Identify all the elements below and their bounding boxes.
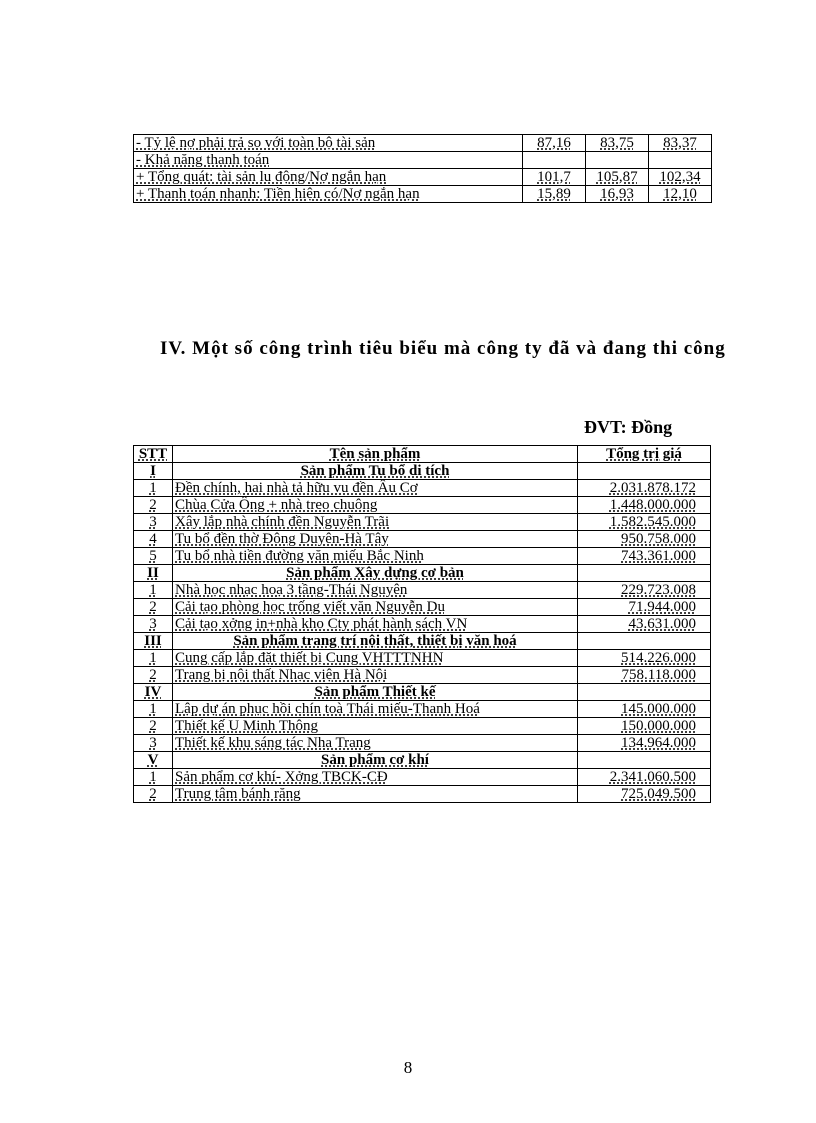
row-total-value: 134.964.000 <box>578 735 711 752</box>
row-total-value: 758.118.000 <box>578 667 711 684</box>
group-row <box>134 565 711 582</box>
row-product-name: Sản phẩm Tu bổ di tích <box>173 463 578 480</box>
row-total-value: 514.226.000 <box>578 650 711 667</box>
page-number: 8 <box>403 1058 413 1077</box>
row-stt: 1 <box>134 650 173 667</box>
ratio-value-1: 101,7 <box>523 169 586 186</box>
financial-ratio-table <box>133 134 712 203</box>
row-stt: 2 <box>134 497 173 514</box>
row-stt: 3 <box>134 735 173 752</box>
ratio-row <box>134 152 712 169</box>
ratio-value-2: 105,87 <box>586 169 649 186</box>
header-product-name: Tên sản phẩm <box>173 446 578 463</box>
row-stt: 2 <box>134 786 173 803</box>
row-stt: V <box>134 752 173 769</box>
row-stt: I <box>134 463 173 480</box>
ratio-value-1 <box>523 152 586 169</box>
ratio-value-2 <box>586 152 649 169</box>
row-product-name: Tu bổ đền thờ Đông Duyên-Hà Tây <box>173 531 578 548</box>
row-total-value: 1.448.000.000 <box>578 497 711 514</box>
row-stt: III <box>134 633 173 650</box>
table-header-row <box>134 446 711 463</box>
row-product-name: Sản phẩm cơ khí- Xởng TBCK-CĐ <box>173 769 578 786</box>
group-row <box>134 752 711 769</box>
ratio-value-3 <box>649 152 712 169</box>
table-row <box>134 769 711 786</box>
row-product-name: Cung cấp lắp đặt thiết bị Cung VHTTTNHN <box>173 650 578 667</box>
table-row <box>134 667 711 684</box>
row-product-name: Trang bị nội thất Nhạc viện Hà Nội <box>173 667 578 684</box>
ratio-value-1: 15,89 <box>523 186 586 203</box>
row-product-name: Sản phẩm Xây dựng cơ bản <box>173 565 578 582</box>
row-total-value <box>578 684 711 701</box>
row-total-value: 43.631.000 <box>578 616 711 633</box>
row-stt: 1 <box>134 480 173 497</box>
row-total-value: 71.944.000 <box>578 599 711 616</box>
row-total-value: 229.723.008 <box>578 582 711 599</box>
row-product-name: Xây lắp nhà chính đền Nguyễn Trãi <box>173 514 578 531</box>
table-row <box>134 599 711 616</box>
ratio-row <box>134 169 712 186</box>
ratio-value-3: 102,34 <box>649 169 712 186</box>
table-row <box>134 548 711 565</box>
row-product-name: Chùa Cửa Ông + nhà treo chuông <box>173 497 578 514</box>
row-total-value: 2.341.060.500 <box>578 769 711 786</box>
group-row <box>134 633 711 650</box>
header-stt: STT <box>134 446 173 463</box>
table-row <box>134 718 711 735</box>
ratio-label: + Tổng quát: tài sản lu động/Nợ ngắn hạn <box>134 169 523 186</box>
row-product-name: Lập dự án phục hồi chín toà Thái miếu-Thanh Hoá <box>173 701 578 718</box>
table-row <box>134 582 711 599</box>
ratio-value-3: 83,37 <box>649 135 712 152</box>
row-total-value: 150.000.000 <box>578 718 711 735</box>
row-stt: 2 <box>134 667 173 684</box>
row-product-name: Đền chính, hai nhà tả hữu vu đền Âu Cơ <box>173 480 578 497</box>
table-row <box>134 531 711 548</box>
ratio-row <box>134 186 712 203</box>
row-total-value <box>578 633 711 650</box>
group-row <box>134 684 711 701</box>
row-stt: 3 <box>134 616 173 633</box>
row-total-value: 145.000.000 <box>578 701 711 718</box>
row-total-value: 950.758.000 <box>578 531 711 548</box>
ratio-label: - Tỷ lệ nợ phải trả so với toàn bộ tài sản <box>134 135 523 152</box>
row-product-name: Nhà học nhạc hoạ 3 tầng-Thái Nguyên <box>173 582 578 599</box>
row-stt: 4 <box>134 531 173 548</box>
group-row <box>134 463 711 480</box>
table-row <box>134 497 711 514</box>
ratio-label: - Khả năng thanh toán <box>134 152 523 169</box>
row-stt: 1 <box>134 582 173 599</box>
row-product-name: Tu bổ nhà tiền đường văn miếu Bắc Ninh <box>173 548 578 565</box>
row-stt: 1 <box>134 701 173 718</box>
row-total-value <box>578 565 711 582</box>
table-row <box>134 650 711 667</box>
row-total-value <box>578 752 711 769</box>
row-stt: 2 <box>134 599 173 616</box>
row-total-value: 2.031.878.172 <box>578 480 711 497</box>
row-product-name: Sản phẩm cơ khí <box>173 752 578 769</box>
row-stt: 2 <box>134 718 173 735</box>
row-stt: II <box>134 565 173 582</box>
ratio-row <box>134 135 712 152</box>
row-product-name: Cải tạo phòng học trống viết văn Nguyễn Du <box>173 599 578 616</box>
section-heading: IV. Một số công trình tiêu biểu mà công ty đã và đang thi công <box>160 338 726 359</box>
row-stt: 5 <box>134 548 173 565</box>
row-stt: 3 <box>134 514 173 531</box>
row-product-name: Sản phẩm Thiết kế <box>173 684 578 701</box>
row-total-value <box>578 463 711 480</box>
table-row <box>134 514 711 531</box>
ratio-value-3: 12,10 <box>649 186 712 203</box>
ratio-label: + Thanh toán nhanh: Tiền hiện có/Nợ ngắn hạn <box>134 186 523 203</box>
currency-unit-label: ĐVT: Đồng <box>584 417 673 437</box>
row-product-name: Trung tâm bánh răng <box>173 786 578 803</box>
ratio-value-2: 16,93 <box>586 186 649 203</box>
row-total-value: 1.582.545.000 <box>578 514 711 531</box>
row-product-name: Sản phẩm trang trí nội thất, thiết bị văn hoá <box>173 633 578 650</box>
table-row <box>134 616 711 633</box>
row-total-value: 725.049.500 <box>578 786 711 803</box>
row-product-name: Thiết kế U Minh Thông <box>173 718 578 735</box>
header-total-value: Tổng trị giá <box>578 446 711 463</box>
ratio-value-2: 83,75 <box>586 135 649 152</box>
row-total-value: 743.361.000 <box>578 548 711 565</box>
row-product-name: Thiết kế khu sáng tác Nha Trang <box>173 735 578 752</box>
row-product-name: Cải tạo xởng in+nhà kho Cty phát hành sách VN <box>173 616 578 633</box>
row-stt: IV <box>134 684 173 701</box>
projects-table <box>133 445 711 803</box>
table-row <box>134 701 711 718</box>
table-row <box>134 480 711 497</box>
table-row <box>134 786 711 803</box>
table-row <box>134 735 711 752</box>
ratio-value-1: 87,16 <box>523 135 586 152</box>
row-stt: 1 <box>134 769 173 786</box>
